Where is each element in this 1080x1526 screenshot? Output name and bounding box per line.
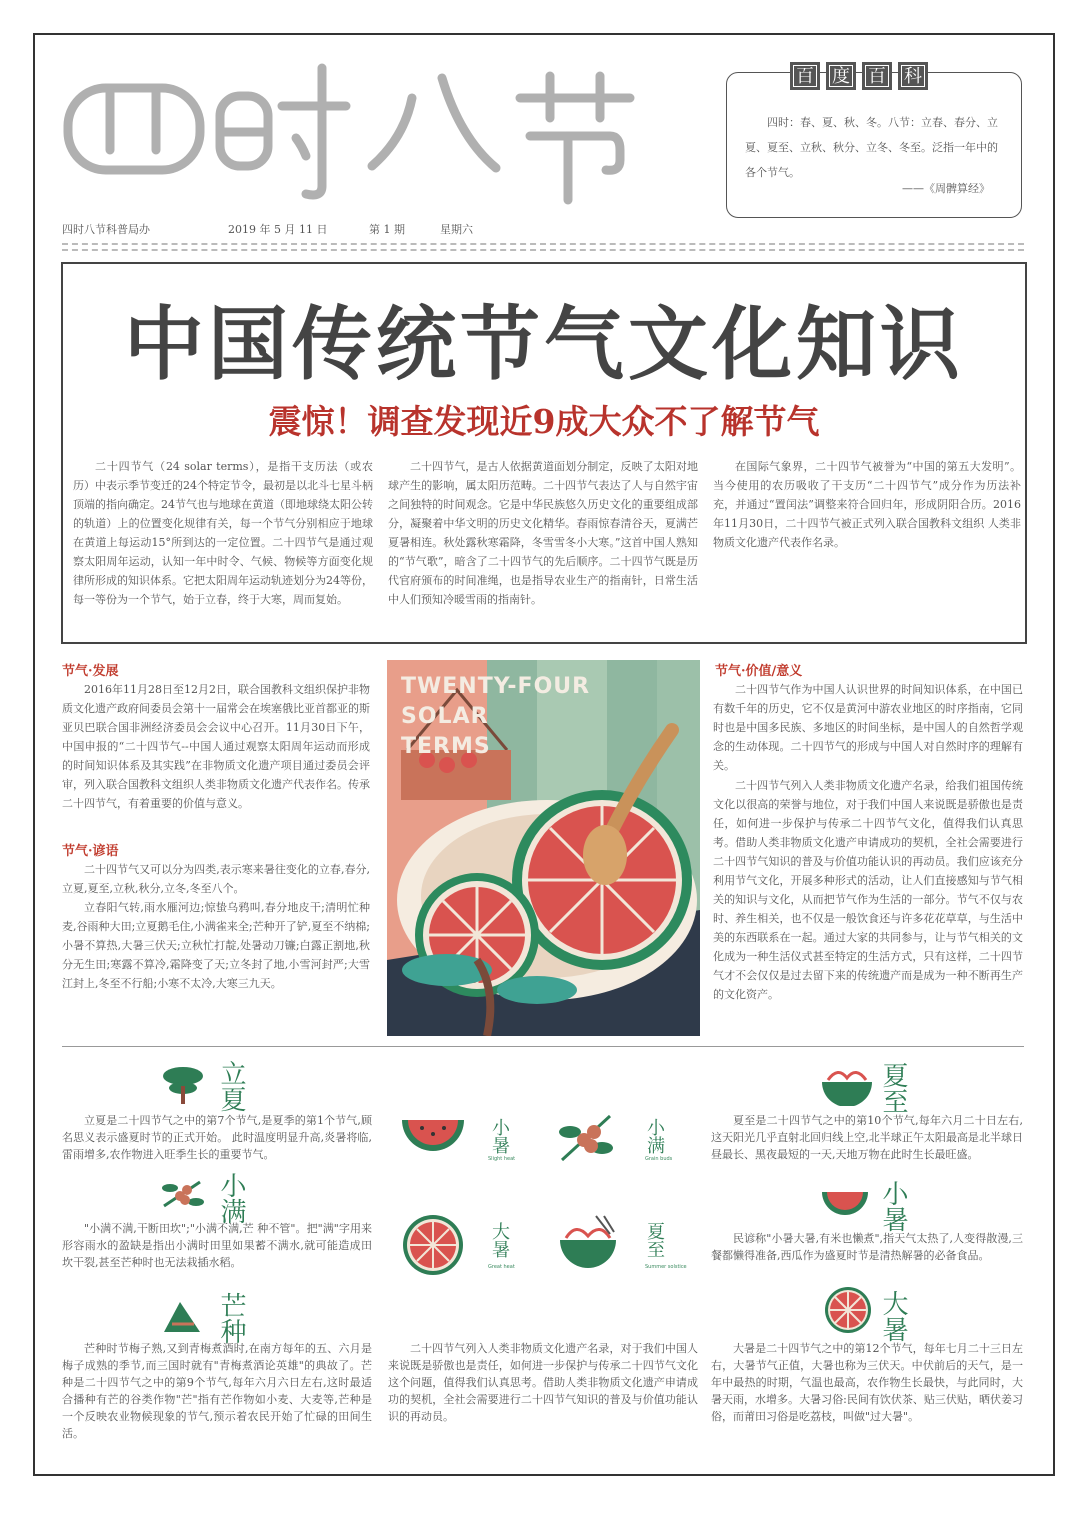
headline: 中国传统节气文化知识	[124, 298, 964, 391]
noodle-bowl-icon	[820, 1062, 874, 1106]
watermelon-slice-icon	[820, 1190, 870, 1220]
publisher: 四时八节科普局办	[62, 223, 150, 236]
watermelon-round-icon	[824, 1286, 872, 1334]
berry-branch-icon	[160, 1176, 204, 1212]
title-char: 科	[898, 62, 928, 90]
value-text-2: 二十四节气列入人类非物质文化遗产名录，给我们祖国传统文化以很高的荣誉与地位，对于我们中国人来说既是骄傲也是责任，如何进一步保护与传承二十四节气文化，值得我们认真思考。借助人类非物质文化遗产申请成功的契机，全社会需要进行二十四节气知识的普及与价值功能认识的再动员。我们应该充分利用节气文化，开展多种形式的活动，让人们直接感知与节气相关的知识与文化，从而把节气作为生活的一部分。节气不仅与农时、养生相关，也不仅是一般饮食还与许多花花草草，与生活中美的东西联系在一起。通过大家的共同参与，让与节气相关的文化成为一种生活仪式甚至特定的生活方式，只有这样，二十四节气才不会仅仅是过去留下来的传统遗产而是成为一种不断再生产的文化资产。	[713, 779, 1023, 1001]
section-divider	[62, 1046, 1024, 1047]
title-char: 百	[790, 62, 820, 90]
caption-line: TERMS	[401, 734, 491, 759]
term-glyph-xiaoman: 小满	[216, 1172, 246, 1224]
section-title-value: 节气·价值/意义	[715, 664, 803, 679]
badge-caption: Great heat	[488, 1264, 515, 1270]
proverbs-intro: 二十四节气又可以分为四类,表示寒来暑往变化的立春,春分,立夏,夏至,立秋,秋分,立冬,冬至八个。	[62, 863, 370, 895]
watermelon-slice-icon	[400, 1116, 466, 1156]
value-text-1: 二十四节气作为中国人认识世界的时间知识体系，在中国已有数千年的历史，它不仅是黄河中游农业地区的时序指南，它同时也是中国多民族、多地区的时间坐标，是中国人的自然哲学观念的生动体现。二十四节气的形成与中国人对自然时序的理解有关。	[713, 683, 1023, 772]
issue-date: 2019 年 5 月 11 日	[228, 223, 328, 236]
proverbs-text: 立春阳气转,雨水雁河边;惊蛰乌鸦叫,春分地皮干;清明忙种麦,谷雨种大田;立夏鹅毛住,小满雀来全;芒种开了铲,夏至不纳棉;小暑不算热,大暑三伏天;立秋忙打靛,处暑动刀镰;白露正割地,秋分无生田;寒露不算冷,霜降变了天;立冬封了地,小雪河封严;大雪江封上,冬至不行船;小寒不太冷,大寒三九天。	[62, 901, 370, 990]
encyclopedia-title	[790, 62, 930, 90]
badge-caption: Slight heat	[488, 1156, 516, 1162]
rice-dumpling-icon	[160, 1296, 206, 1338]
encyclopedia-text: 四时：春、夏、秋、冬。八节：立春、春分、立夏、夏至、立秋、秋分、立冬、冬至。泛指一年中的各个节气。	[745, 116, 998, 179]
issue-weekday: 星期六	[440, 223, 473, 236]
caption-line: TWENTY-FOUR	[401, 674, 591, 699]
badge-caption: Summer solstice	[645, 1264, 687, 1270]
badge-glyph: 大暑	[489, 1222, 510, 1258]
development-text: 2016年11月28日至12月2日，联合国教科文组织保护非物质文化遗产政府间委员会第十一届常会在埃塞俄比亚首都亚的斯亚贝巴联合国非洲经济委员会会议中心召开。11月30日下午，中国申报的“二十四节气--中国人通过观察太阳周年运动而形成的时间知识体系及其实践”在非物质文化遗产项目通过委员会评审，列入联合国教科文组织人类非物质文化遗产代表作名。传承二十四节气，有着重要的价值与意义。	[62, 683, 370, 810]
solar-terms-illustration	[387, 660, 700, 1036]
term-glyph-xiazhi: 夏至	[878, 1062, 908, 1114]
term-text-dashu: 大暑是二十四节气之中的第12个节气，每年七月二十三日左右，大暑节气正值，大暑也称为三伏天。中伏前后的天气，是一年中最热的时期，气温也最高，农作物生长最快，与此同时，大暑天雨，水增多。大暑习俗:民间有饮伏茶、贴三伏贴，晒伏姜习俗，而莆田习俗是吃荔枝，叫做"过大暑"。	[711, 1342, 1023, 1423]
term-text-xiazhi: 夏至是二十四节气之中的第10个节气,每年六月二十日左右,这天阳光几乎直射北回归线上空,北半球正午太阳最高是北半球日昼最长、黑夜最短的一天,天地万物在此时生长最旺盛。	[711, 1114, 1023, 1161]
term-text-lixia: 立夏是二十四节气之中的第7个节气,是夏季的第1个节气,顾名思义表示盛夏时节的正式开始。 此时温度明显升高,炎暑将临,雷雨增多,农作物进入旺季生长的重要节气。	[62, 1114, 372, 1161]
masthead-logo	[60, 58, 660, 208]
issue-number: 第 1 期	[369, 223, 405, 236]
badge-glyph: 小暑	[489, 1118, 510, 1154]
illustration-caption	[401, 672, 590, 762]
badge-glyph: 小满	[644, 1118, 665, 1154]
term-glyph-xiaoshu: 小暑	[878, 1180, 908, 1232]
noodle-bowl-icon	[556, 1214, 620, 1274]
term-text-mangzhong: 芒种时节梅子熟,又到青梅煮酒时,在南方每年的五、六月是梅子成熟的季节,而三国时就有"青梅煮酒论英雄"的典故了。芒种是二十四节气之中的第9个节气,每年六月六日左右,这时最适合播种有芒的谷类作物"芒"指有芒作物如小麦、大麦等,芒种是一个反映农业物候现象的节气,预示着农民开始了忙碌的田间生活。	[62, 1342, 372, 1440]
caption-line: SOLAR	[401, 704, 489, 729]
encyclopedia-source: ——《周髀算经》	[902, 182, 990, 195]
intro-column-2: 二十四节气，是古人依据黄道面划分制定，反映了太阳对地球产生的影响，属太阳历范畴。二十四节气表达了人与自然宇宙之间独特的时间观念。它是中华民族悠久历史文化的重要组成部分，凝聚着中华文明的历史文化精华。春雨惊春清谷天，夏满芒夏暑相连。秋处露秋寒霜降，冬雪雪冬小大寒。”这首中国人熟知的“节气歌”，暗含了二十四节气的先后顺序。二十四节气既是历代官府颁布的时间准绳，也是指导农业生产的指南针，日常生活中人们预知冷暖雪雨的指南针。	[388, 460, 698, 606]
subheadline: 震惊！调查发现近9成大众不了解节气	[268, 402, 820, 441]
term-glyph-lixia: 立夏	[216, 1060, 246, 1112]
term-text-xiaoshu: 民谚称"小暑大暑,有米也懒煮",指天气太热了,人变得散漫,三餐都懒得准备,西瓜作为盛夏时节是清热解暑的必备食品。	[711, 1232, 1023, 1262]
center-text: 二十四节气列入人类非物质文化遗产名录，对于我们中国人来说既是骄傲也是责任，如何进一步保护与传承二十四节气文化这个问题，值得我们认真思考。借助人类非物质文化遗产申请成功的契机，全社会需要进行二十四节气知识的普及与价值功能认识的再动员。	[388, 1342, 698, 1423]
section-title-development: 节气·发展	[62, 664, 119, 679]
term-glyph-dashu: 大暑	[878, 1290, 908, 1342]
dashed-divider	[62, 249, 1024, 251]
badge-caption: Grain buds	[645, 1156, 673, 1162]
term-text-xiaoman: "小满不满,干断田坎";"小满不满,芒 种不管"。把"满"字用来形容雨水的盈缺是指出小满时田里如果蓄不满水,就可能造成田坎干裂,甚至芒种时也无法栽插水稻。	[62, 1222, 372, 1269]
pine-tree-icon	[160, 1064, 206, 1106]
section-title-proverbs: 节气·谚语	[62, 844, 119, 859]
badge-glyph: 夏至	[644, 1222, 665, 1258]
watermelon-round-icon	[402, 1214, 464, 1276]
berry-branch-icon	[556, 1110, 616, 1166]
intro-column-3: 在国际气象界，二十四节气被誉为“中国的第五大发明”。当今使用的农历吸收了干支历“二十四节气”成分作为历法补充，并通过“置闰法”调整来符合回归年，形成阴阳合历。2016年11月30日，二十四节气被正式列入联合国教科文组织 人类非物质文化遗产代表作名录。	[713, 460, 1021, 549]
term-glyph-mangzhong: 芒种	[216, 1292, 246, 1344]
title-char: 度	[826, 62, 856, 90]
intro-column-1: 二十四节气（24 solar terms），是指干支历法（或农历）中表示季节变迁的24个特定节令，最初是以北斗七星斗柄顶端的指向确定。24节气也与地球在黄道（即地球绕太阳公转的轨道）上的位置变化规律有关，每一个节气分别相应于地球在黄道上每运动15°所到达的一定位置。二十四节气是通过观察太阳周年运动，认知一年中时令、气候、物候等方面变化规律所形成的知识体系。它把太阳周年运动轨迹划分为24等份，每一等份为一个节气，始于立春，终于大寒，周而复始。	[73, 460, 373, 606]
title-char: 百	[862, 62, 892, 90]
dashed-divider	[62, 243, 1024, 245]
